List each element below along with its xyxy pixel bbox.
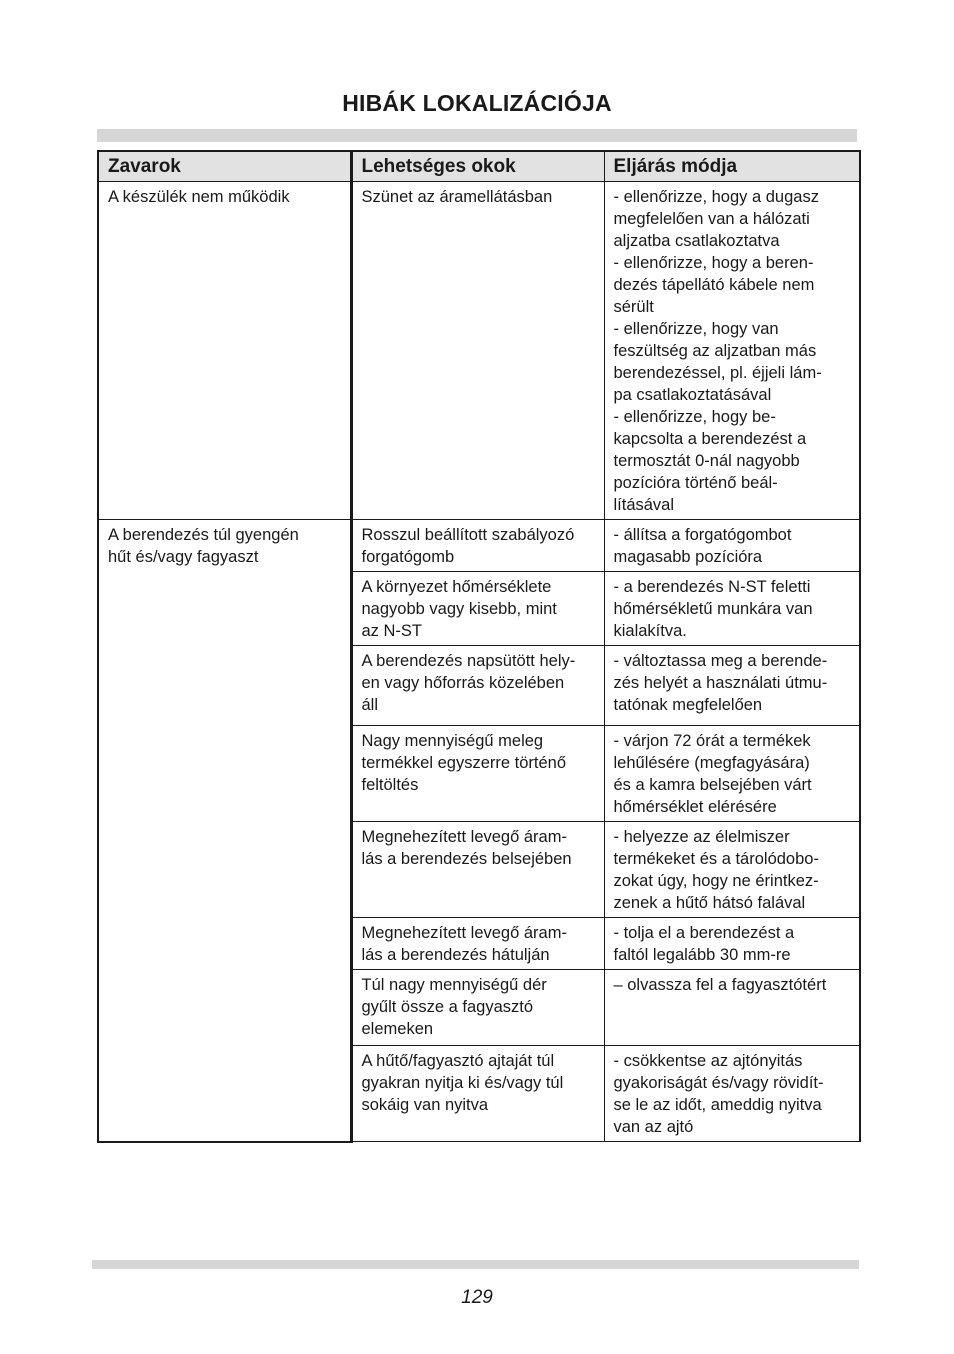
- cause-cell: Rosszul beállított szabályozó forgatógomb: [351, 520, 604, 572]
- action-cell: - csökkentse az ajtónyitás gyakoriságát és/vagy rövidít- se le az időt, ameddig nyitva van az ajtó: [604, 1046, 860, 1142]
- action-cell: - változtassa meg a berende- zés helyét a használati útmu- tatónak megfelelően: [604, 646, 860, 726]
- problem-cell: A készülék nem működik: [98, 182, 351, 520]
- column-header-actions: Eljárás módja: [604, 151, 860, 182]
- cause-cell: A hűtő/fagyasztó ajtaját túl gyakran nyitja ki és/vagy túl sokáig van nyitva: [351, 1046, 604, 1142]
- troubleshooting-table: [97, 150, 861, 1143]
- cause-cell: Túl nagy mennyiségű dér gyűlt össze a fagyasztó elemeken: [351, 970, 604, 1046]
- cause-cell: Megnehezített levegő áram- lás a berendezés hátulján: [351, 918, 604, 970]
- cause-cell: A berendezés napsütött hely- en vagy hőforrás közelében áll: [351, 646, 604, 726]
- action-cell: - helyezze az élelmiszer termékeket és a tárolódobo- zokat úgy, hogy ne érintkez- zenek a hűtő hátsó falával: [604, 822, 860, 918]
- cause-cell: Szünet az áramellátásban: [351, 182, 604, 520]
- footer-divider: [92, 1260, 859, 1269]
- page-number: 129: [461, 1287, 493, 1308]
- cause-cell: Megnehezített levegő áram- lás a berendezés belsejében: [351, 822, 604, 918]
- action-cell: - tolja el a berendezést a faltól legalább 30 mm-re: [604, 918, 860, 970]
- table-header-row: [98, 151, 860, 182]
- problem-cell: A berendezés túl gyengén hűt és/vagy fagyaszt: [98, 520, 351, 1142]
- action-cell: – olvassza fel a fagyasztótért: [604, 970, 860, 1046]
- column-header-causes: Lehetséges okok: [351, 151, 604, 182]
- cause-cell: A környezet hőmérséklete nagyobb vagy kisebb, mint az N-ST: [351, 572, 604, 646]
- action-cell: - a berendezés N-ST feletti hőmérsékletű munkára van kialakítva.: [604, 572, 860, 646]
- table-row: [98, 182, 860, 520]
- action-cell: - ellenőrizze, hogy a dugasz megfelelően van a hálózati aljzatba csatlakoztatva - ellenőrizze, hogy a beren- dezés tápellátó kábele nem sérült - ellenőrizze, hogy van feszültség az aljzatban más berendezéssel, pl. éjjeli lám- pa csatlakoztatásával - ellenőrizze, hogy be- kapcsolta a berendezést a termosztát 0-nál nagyobb pozícióra történő beál- lításával: [604, 182, 860, 520]
- action-cell: - állítsa a forgatógombot magasabb pozícióra: [604, 520, 860, 572]
- page-title: HIBÁK LOKALIZÁCIÓJA: [342, 90, 612, 116]
- header-divider: [97, 129, 857, 142]
- column-header-problems: Zavarok: [98, 151, 351, 182]
- action-cell: - várjon 72 órát a termékek lehűlésére (megfagyására) és a kamra belsejében várt hőmérséklet elérésére: [604, 726, 860, 822]
- table-row: [98, 520, 860, 572]
- cause-cell: Nagy mennyiségű meleg termékkel egyszerre történő feltöltés: [351, 726, 604, 822]
